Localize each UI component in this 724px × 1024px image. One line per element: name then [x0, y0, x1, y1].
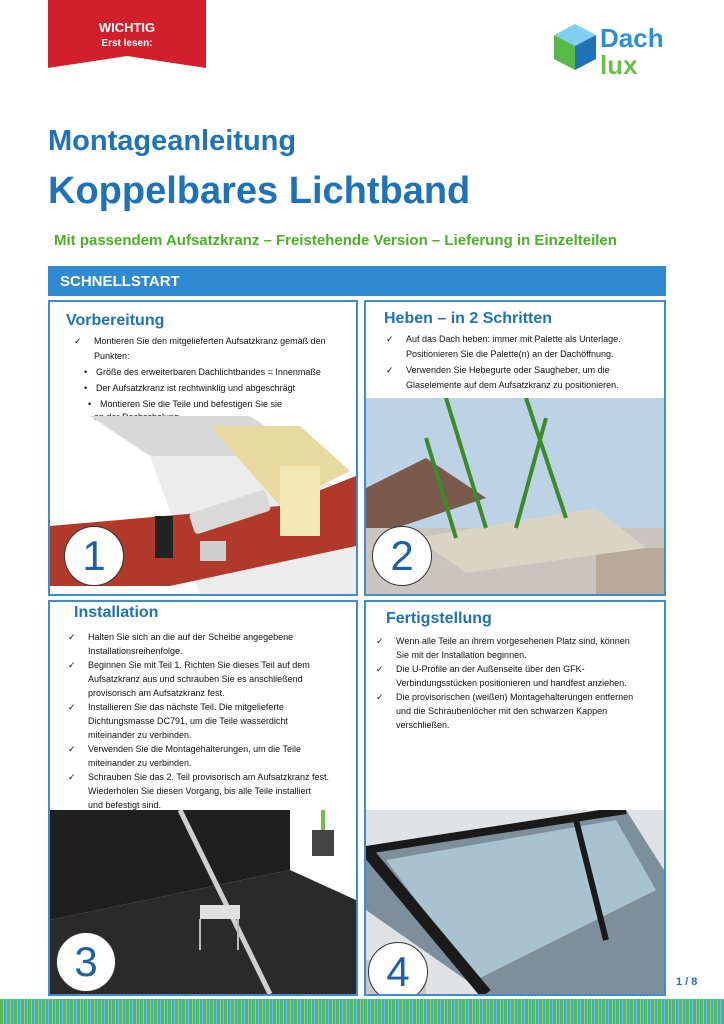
check-icon: ✓ [68, 772, 76, 782]
step-line: ✓ Wenn alle Teile an ihrem vorgesehenen Platz sind, können [376, 636, 630, 646]
step-number-3: 3 [56, 932, 116, 992]
step-line: ✓ Installieren Sie das nächste Teil. Die mitgelieferte [68, 702, 284, 712]
bullet-line: • Der Aufsatzkranz ist rechtwinklig und abgeschrägt [84, 383, 296, 393]
bullet-icon: • [84, 383, 88, 393]
step-line: provisorisch am Aufsatzkranz fest. [88, 688, 225, 698]
check-icon: ✓ [376, 636, 384, 646]
logo-word-dach: Dach [600, 23, 664, 53]
step-line: ✓ Beginnen Sie mit Teil 1. Richten Sie dieses Teil auf dem [68, 660, 310, 670]
dachlux-logo [552, 20, 682, 82]
ribbon-title: WICHTIG [98, 20, 156, 35]
step-line: miteinander zu verbinden. [88, 758, 192, 768]
footer-stripe [0, 999, 724, 1024]
panel-heading: Fertigstellung [386, 610, 492, 627]
step-line: Glaselemente auf dem Aufsatzkranz zu positionieren. [406, 380, 619, 390]
step-line: Punkten: [94, 351, 130, 361]
check-icon: ✓ [376, 692, 384, 702]
page-number: 1 / 8 [676, 976, 698, 988]
step-line: verschließen. [396, 720, 450, 730]
step-line: ✓ Die provisorischen (weißen) Montagehalterungen entfernen [376, 692, 634, 702]
step-line: Dichtungsmasse DC791, um die Teile wasserdicht [88, 716, 288, 726]
check-icon: ✓ [74, 336, 82, 346]
panel-preparation [48, 300, 358, 596]
check-icon: ✓ [68, 744, 76, 754]
step-line: ✓ Auf das Dach heben: immer mit Palette als Unterlage. [386, 334, 621, 344]
panel-heading: Installation [74, 604, 159, 621]
check-icon: ✓ [386, 334, 394, 344]
step-line: ✓ Halten Sie sich an die auf der Scheibe angegebene [68, 632, 294, 642]
bullet-line: • Größe des erweiterbaren Dachlichtbandes = Innenmaße [84, 367, 321, 377]
document-title: Montageanleitung [48, 125, 297, 157]
step-line: ✓ Schrauben Sie das 2. Teil provisorisch am Aufsatzkranz fest. [68, 772, 329, 782]
check-icon: ✓ [68, 632, 76, 642]
step-line: Positionieren Sie die Palette(n) an der Dachöffnung. [406, 349, 614, 359]
check-icon: ✓ [376, 664, 384, 674]
product-title: Koppelbares Lichtband [48, 170, 471, 212]
cube-logo-icon [552, 22, 598, 72]
check-icon: ✓ [68, 702, 76, 712]
check-icon: ✓ [68, 660, 76, 670]
panel-lifting [364, 300, 666, 596]
panel-heading: Vorbereitung [66, 312, 165, 329]
step-line: ✓ Verwenden Sie Hebegurte oder Saugheber, um die [386, 365, 610, 375]
step-line: und die Schraubenlöcher mit den schwarzen Kappen [396, 706, 608, 716]
important-ribbon [48, 0, 206, 68]
panel-completion [364, 600, 666, 996]
step-line: ✓ Montieren Sie den mitgelieferten Aufsatzkranz gemäß den [74, 336, 326, 346]
step-line: miteinander zu verbinden. [88, 730, 192, 740]
bullet-icon: • [88, 399, 92, 409]
step-line: Wiederholen Sie diesen Vorgang, bis alle Teile installiert [88, 786, 311, 796]
panel-heading: Heben – in 2 Schritten [384, 310, 553, 327]
panel-installation [48, 600, 358, 996]
step-line: ✓ Die U-Profile an der Außenseite über den GFK- [376, 664, 585, 674]
step-line: Sie mit der Installation beginnen. [396, 650, 527, 660]
step-number-2: 2 [372, 526, 432, 586]
ribbon-subtitle: Erst lesen: [101, 38, 153, 49]
step-number-4: 4 [368, 942, 428, 996]
step-line: Aufsatzkranz aus und schrauben Sie es anschließend [88, 674, 303, 684]
bullet-line: • Montieren Sie die Teile und befestigen Sie sie [88, 399, 282, 409]
step-line: Installationsreihenfolge. [88, 646, 183, 656]
step-line: ✓ Verwenden Sie die Montagehalterungen, um die Teile [68, 744, 301, 754]
step-line: Verbindungsstücken positionieren und handfest anziehen. [396, 678, 627, 688]
section-bar [48, 266, 666, 296]
check-icon: ✓ [386, 365, 394, 375]
bullet-icon: • [84, 367, 88, 377]
step-line: und befestigt sind. [88, 800, 162, 810]
section-label: SCHNELLSTART [60, 273, 180, 290]
logo-word-lux: lux [600, 50, 638, 80]
product-subtitle: Mit passendem Aufsatzkranz – Freistehende Version – Lieferung in Einzelteilen [54, 232, 617, 249]
step-number-1: 1 [64, 526, 124, 586]
